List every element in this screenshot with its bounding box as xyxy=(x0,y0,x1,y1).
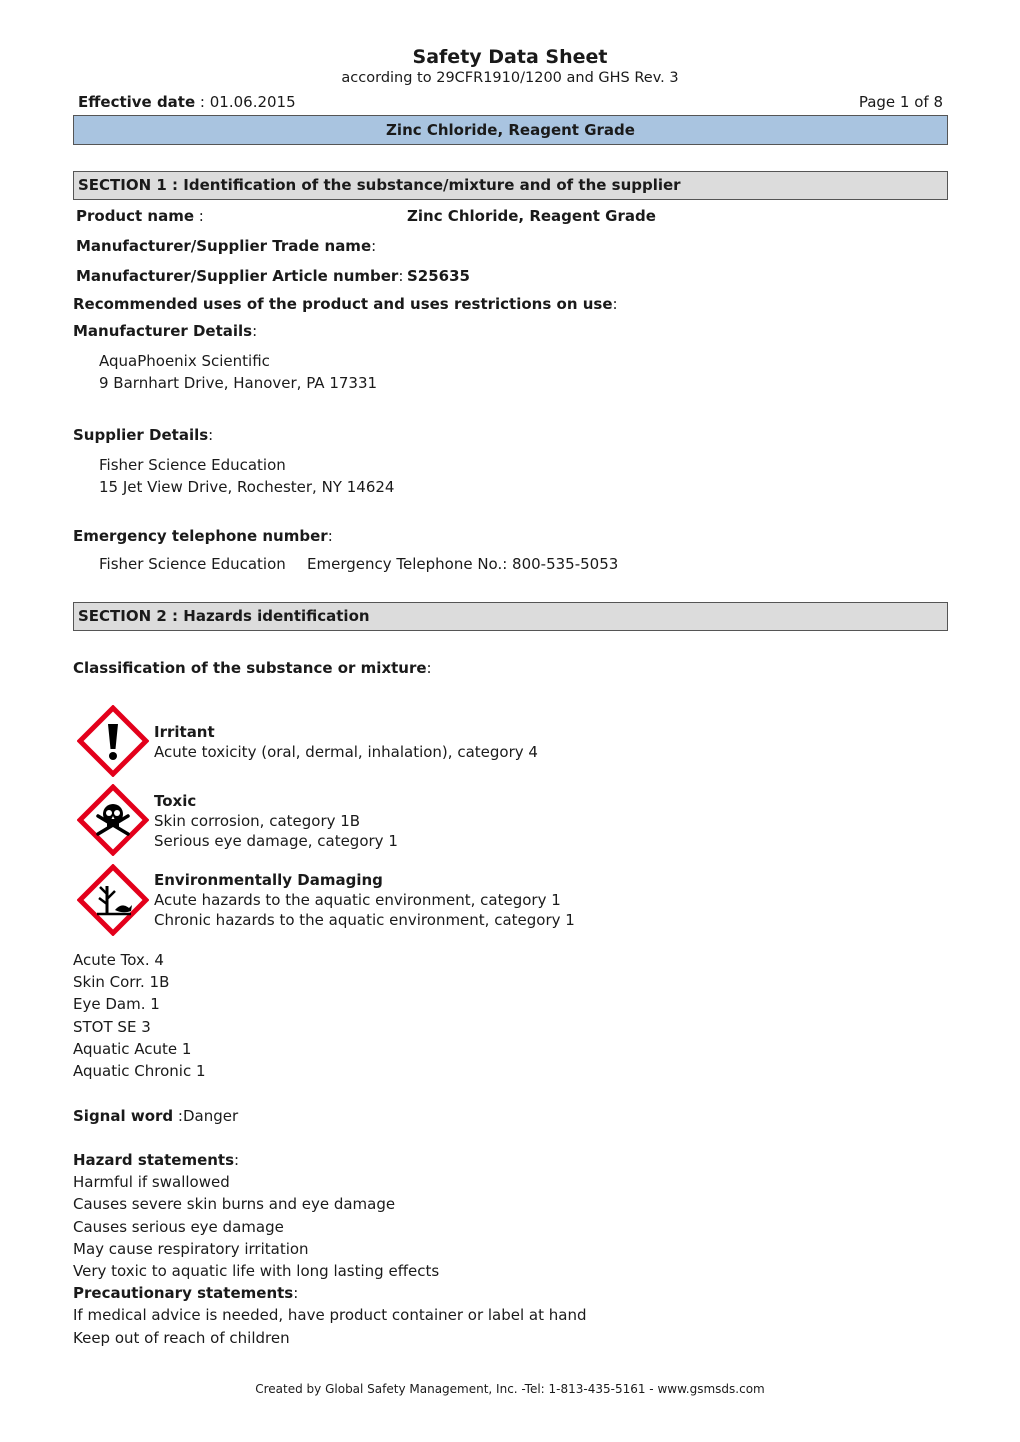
page-footer: Created by Global Safety Management, Inc. -Tel: 1-813-435-5161 - www.gsmsds.com xyxy=(255,1382,765,1396)
hazard-statement: Harmful if swallowed xyxy=(73,1173,230,1192)
hazard-name: Environmentally Damaging xyxy=(154,871,383,889)
classification-row xyxy=(73,659,432,677)
effective-date-value: 01.06.2015 xyxy=(209,93,296,111)
classification-item: Aquatic Chronic 1 xyxy=(73,1062,206,1081)
article-number-colon: : xyxy=(398,267,404,285)
section-2-header: SECTION 2 : Hazards identification xyxy=(73,602,948,631)
manufacturer-address: 9 Barnhart Drive, Hanover, PA 17331 xyxy=(99,374,378,392)
emergency-phone-label: Emergency telephone number xyxy=(73,527,328,545)
classification-item: Eye Dam. 1 xyxy=(73,995,160,1014)
hazard-description: Skin corrosion, category 1B xyxy=(154,812,361,830)
hazard-statement: Causes severe skin burns and eye damage xyxy=(73,1195,396,1214)
manufacturer-details-row xyxy=(73,322,257,340)
classification-item: Skin Corr. 1B xyxy=(73,973,170,992)
effective-date-separator: : xyxy=(195,93,210,111)
section-1-header: SECTION 1 : Identification of the substance/mixture and of the supplier xyxy=(73,171,948,200)
hazard-description: Serious eye damage, category 1 xyxy=(154,832,398,850)
skull-crossbones-icon xyxy=(77,784,149,856)
product-name-separator: : xyxy=(194,207,204,225)
manufacturer-details-label: Manufacturer Details xyxy=(73,322,253,340)
page-number: Page 1 of 8 xyxy=(858,93,943,111)
classification-item: Aquatic Acute 1 xyxy=(73,1039,192,1058)
signal-word-value: :Danger xyxy=(173,1107,239,1125)
classification-colon: : xyxy=(426,659,432,677)
article-number-value: S25635 xyxy=(407,267,470,285)
trade-name-colon: : xyxy=(371,237,377,255)
hazard-description: Acute toxicity (oral, dermal, inhalation), category 4 xyxy=(154,743,538,761)
trade-name-row xyxy=(76,237,376,255)
recommended-uses-colon: : xyxy=(612,295,618,313)
recommended-uses-row xyxy=(73,295,618,313)
effective-date-label: Effective date xyxy=(78,93,196,111)
document-title: Safety Data Sheet xyxy=(412,46,608,68)
classification-item: Acute Tox. 4 xyxy=(73,951,164,969)
precautionary-statements-label: Precautionary statements xyxy=(73,1284,294,1303)
effective-date xyxy=(78,93,296,111)
trade-name-label: Manufacturer/Supplier Trade name xyxy=(76,237,372,255)
precautionary-statements-heading xyxy=(73,1282,587,1304)
product-name-value: Zinc Chloride, Reagent Grade xyxy=(407,207,656,225)
hazard-environmental xyxy=(154,870,575,930)
product-name-row xyxy=(76,207,204,225)
hazard-statement: Very toxic to aquatic life with long lasting effects xyxy=(73,1262,440,1281)
classification-item: STOT SE 3 xyxy=(73,1017,151,1036)
hazard-statements-label: Hazard statements xyxy=(73,1151,235,1169)
product-title-bar: Zinc Chloride, Reagent Grade xyxy=(73,115,948,145)
precautionary-statement: Keep out of reach of children xyxy=(73,1328,290,1347)
hazard-statements-heading xyxy=(73,1149,587,1171)
emergency-phone-row xyxy=(73,527,333,545)
signal-word-row xyxy=(73,1107,238,1125)
emergency-contact-phone: Emergency Telephone No.: 800-535-5053 xyxy=(307,555,619,573)
precautionary-statement: If medical advice is needed, have product container or label at hand xyxy=(73,1306,587,1325)
hazard-name: Toxic xyxy=(154,792,197,810)
supplier-details-label: Supplier Details xyxy=(73,426,209,444)
signal-word-label: Signal word xyxy=(73,1107,174,1125)
article-number-label: Manufacturer/Supplier Article number xyxy=(76,267,399,285)
emergency-phone-colon: : xyxy=(327,527,333,545)
precautionary-statements-colon: : xyxy=(293,1284,299,1303)
hazard-statement: Causes serious eye damage xyxy=(73,1217,284,1236)
hazard-statements xyxy=(73,1149,587,1349)
supplier-name: Fisher Science Education xyxy=(99,456,286,474)
exclamation-icon xyxy=(77,705,149,777)
hazard-description: Chronic hazards to the aquatic environment, category 1 xyxy=(154,911,575,929)
environment-icon xyxy=(77,864,149,936)
emergency-contact-name: Fisher Science Education xyxy=(99,555,286,573)
article-number-row xyxy=(76,267,403,285)
hazard-description: Acute hazards to the aquatic environment, category 1 xyxy=(154,891,561,909)
hazard-name: Irritant xyxy=(154,723,215,741)
supplier-details-colon: : xyxy=(208,426,214,444)
hazard-irritant xyxy=(154,722,538,762)
hazard-statement: May cause respiratory irritation xyxy=(73,1239,309,1258)
document-subtitle: according to 29CFR1910/1200 and GHS Rev. 3 xyxy=(341,70,679,86)
hazard-toxic xyxy=(154,791,398,851)
classification-label: Classification of the substance or mixture xyxy=(73,659,427,677)
recommended-uses-label: Recommended uses of the product and uses restrictions on use xyxy=(73,295,613,313)
supplier-address: 15 Jet View Drive, Rochester, NY 14624 xyxy=(99,478,395,496)
manufacturer-name: AquaPhoenix Scientific xyxy=(99,352,270,370)
classification-list xyxy=(73,949,206,1082)
supplier-details-row xyxy=(73,426,213,444)
manufacturer-details-colon: : xyxy=(252,322,258,340)
product-name-label: Product name xyxy=(76,207,195,225)
hazard-statements-colon: : xyxy=(234,1151,240,1169)
